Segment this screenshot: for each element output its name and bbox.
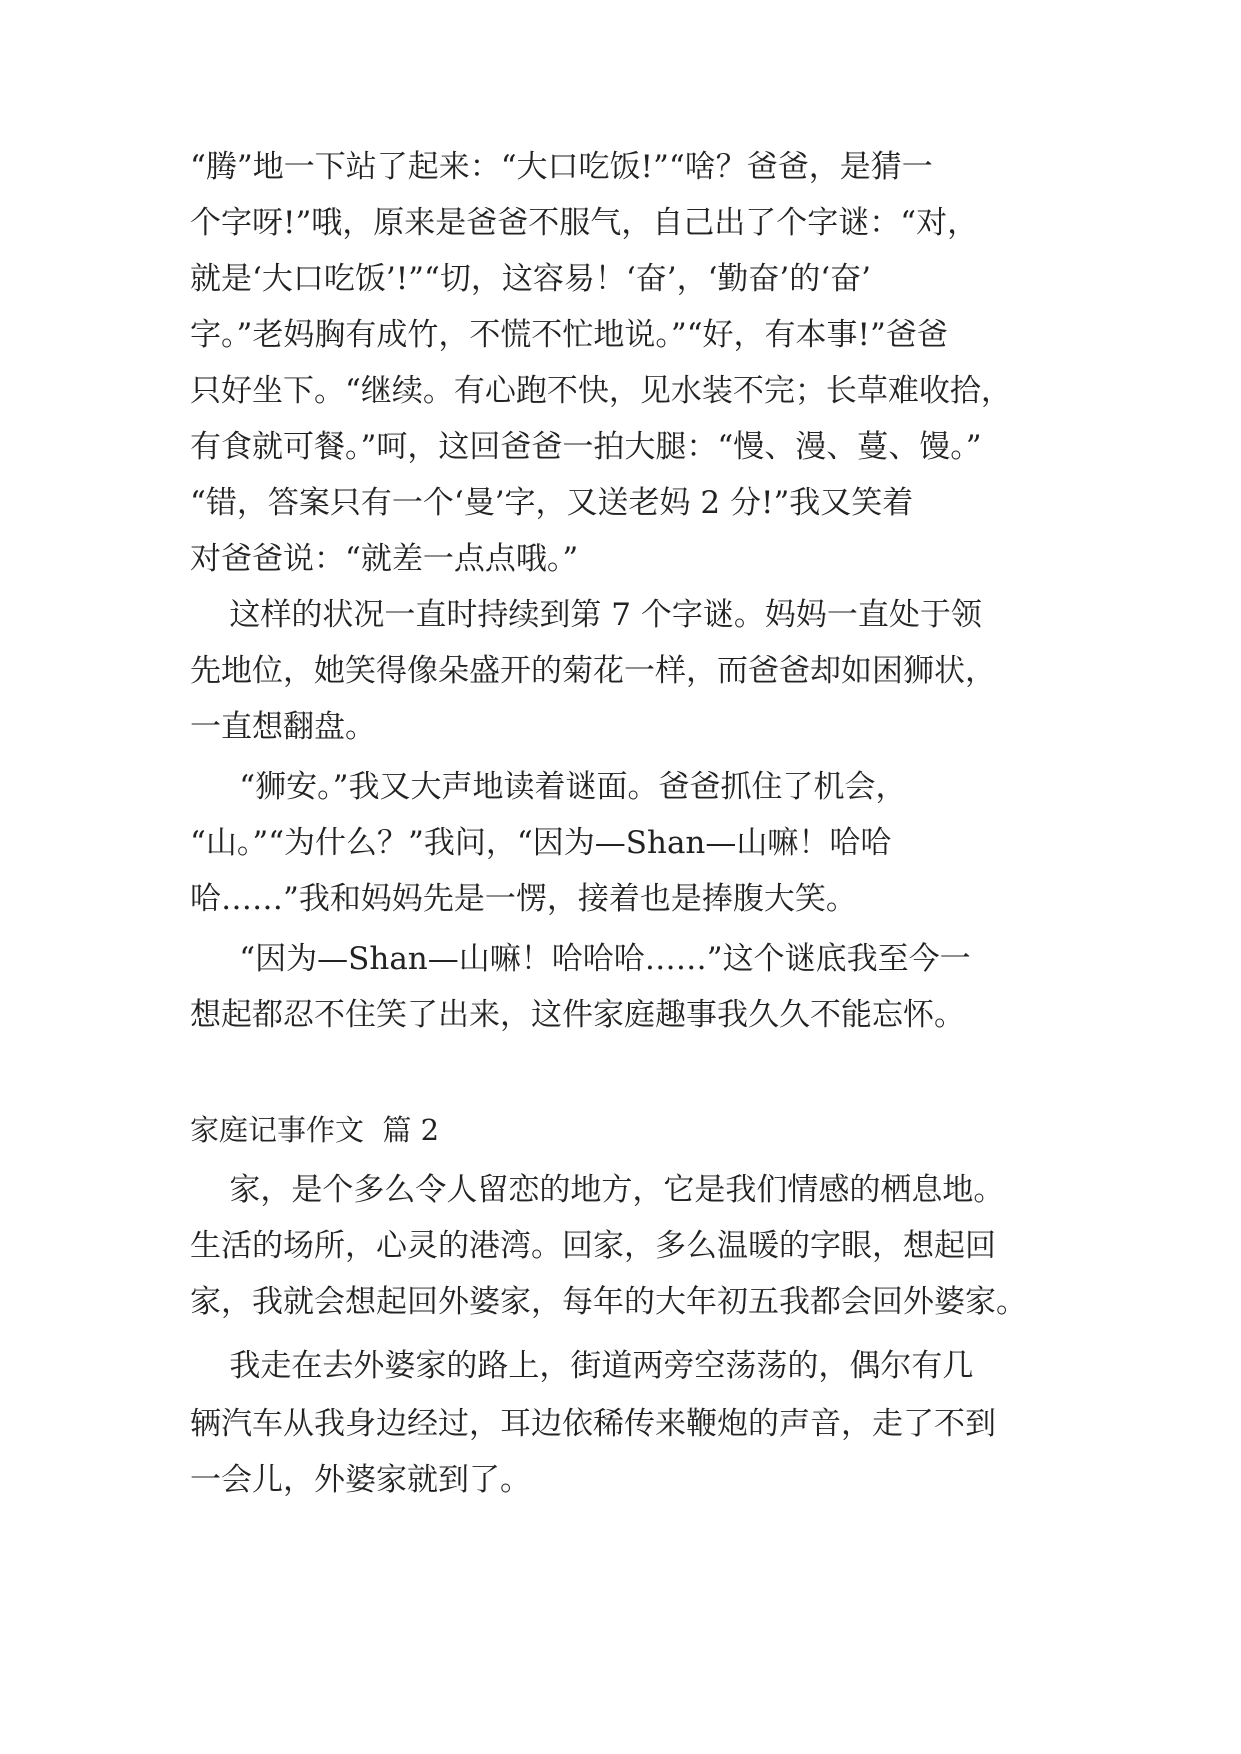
text-line: “错，答案只有一个‘曼’字，又送老妈 2 分!”我又笑着 [190,485,914,521]
text-line: 辆汽车从我身边经过，耳边依稀传来鞭炮的声音，走了不到 [190,1406,996,1442]
text-line: 家，我就会想起回外婆家，每年的大年初五我都会回外婆家。 [190,1284,1027,1320]
text-line: 家，是个多么令人留恋的地方，它是我们情感的栖息地。 [190,1172,1005,1208]
text-line: “因为—Shan—山嘛！哈哈哈……”这个谜底我至今一 [190,941,971,977]
text-line: 生活的场所，心灵的港湾。回家，多么温暖的字眼，想起回 [190,1228,996,1264]
text-line: 哈……”我和妈妈先是一愣，接着也是捧腹大笑。 [190,881,857,917]
text-line: 一会儿，外婆家就到了。 [190,1462,531,1498]
text-line: “狮安。”我又大声地读着谜面。爸爸抓住了机会， [190,769,907,805]
text-line: “山。”“为什么？”我问，“因为—Shan—山嘛！哈哈 [190,825,892,861]
text-line: 想起都忍不住笑了出来，这件家庭趣事我久久不能忘怀。 [190,997,965,1033]
text-line: 个字呀!”哦，原来是爸爸不服气，自己出了个字谜：“对， [190,205,979,241]
text-line: 一直想翻盘。 [190,709,376,745]
text-line: 只好坐下。“继续。有心跑不快，见水装不完；长草难收拾， [190,373,1012,409]
section-heading: 家庭记事作文 篇 2 [190,1113,440,1147]
text-line: “腾”地一下站了起来：“大口吃饭!”“啥？爸爸，是猜一 [190,149,933,185]
text-line: 这样的状况一直时持续到第 7 个字谜。妈妈一直处于领 [190,597,982,633]
text-line: 有食就可餐。”呵，这回爸爸一拍大腿：“慢、漫、蔓、馒。” [190,429,982,465]
text-line: 我走在去外婆家的路上，街道两旁空荡荡的，偶尔有几 [190,1348,974,1384]
text-line: 先地位，她笑得像朵盛开的菊花一样，而爸爸却如困狮状， [190,653,996,689]
text-line: 对爸爸说：“就差一点点哦。” [190,541,579,577]
text-line: 就是‘大口吃饭’!”“切，这容易！‘奋’，‘勤奋’的‘奋’ [190,261,871,297]
text-line: 字。”老妈胸有成竹，不慌不忙地说。”“好，有本事!”爸爸 [190,317,948,353]
